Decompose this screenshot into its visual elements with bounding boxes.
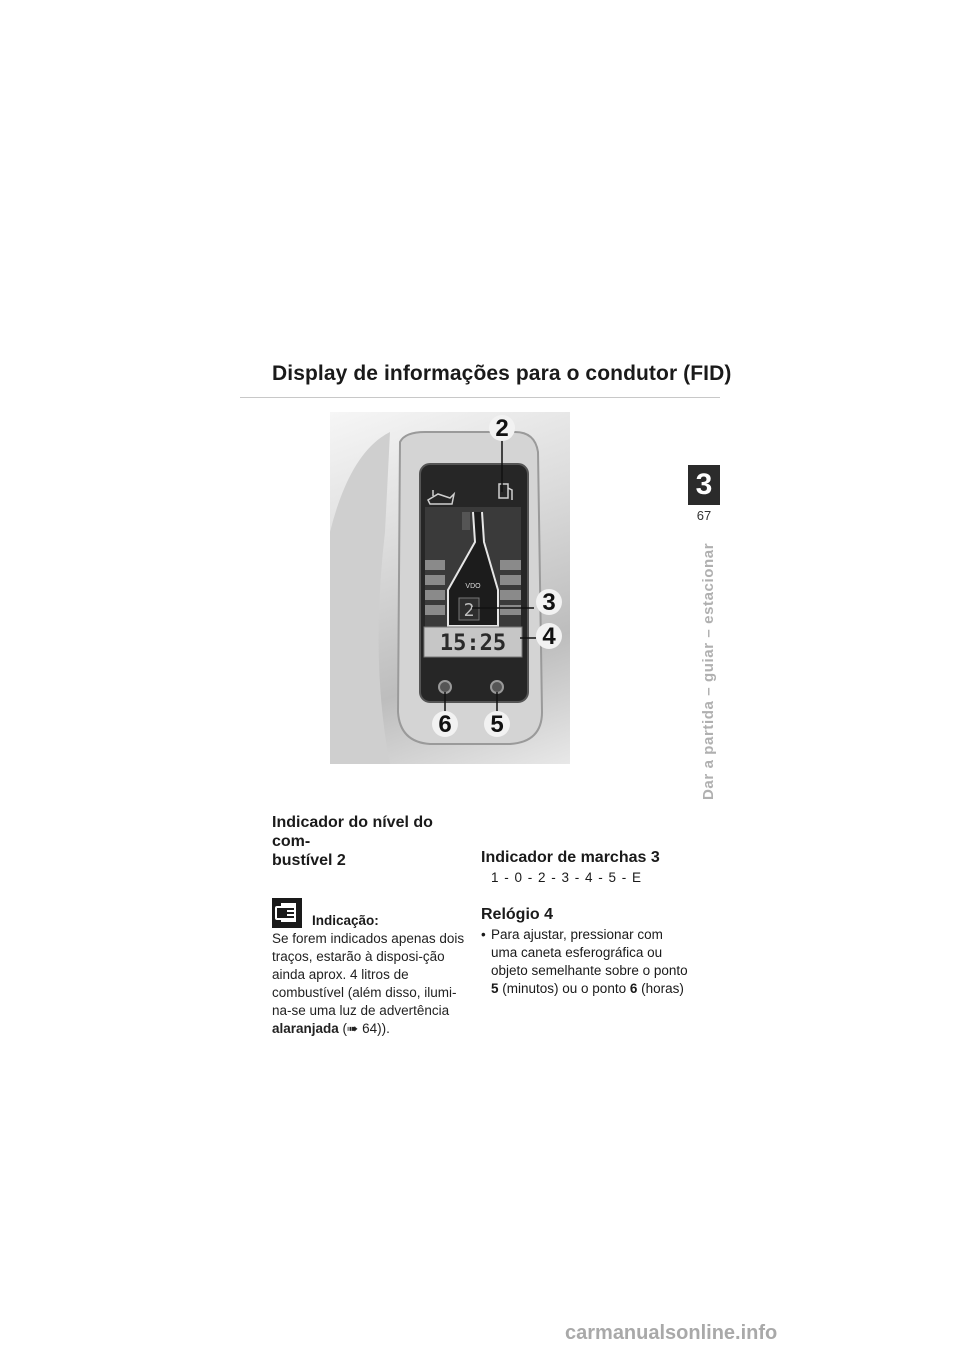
- fuel-section: [272, 813, 472, 1038]
- chapter-side-label: Dar a partida – guiar – estacionar: [700, 542, 717, 800]
- note-icon: [272, 898, 302, 928]
- hours-button[interactable]: [439, 681, 451, 693]
- fid-display-illustration: [330, 412, 570, 764]
- gear-clock-section: [481, 848, 691, 998]
- watermark: carmanualsonline.info: [565, 1322, 778, 1344]
- title-divider: [240, 397, 720, 398]
- fid-display-photo: [330, 412, 570, 764]
- fuel-note-text: Se forem indicados apenas dois traços, estarão à disposi-ção ainda aprox. 4 litros de combustível (além disso, ilumi-na-se uma luz de advertência alaranjada (➠ 64)).: [272, 931, 465, 1036]
- gear-heading: Indicador de marchas 3: [481, 849, 660, 866]
- svg-text:4: 4: [542, 623, 556, 650]
- display-brand: VDO: [465, 583, 481, 590]
- note-label: Indicação:: [312, 913, 379, 928]
- svg-text:6: 6: [438, 711, 452, 738]
- svg-text:5: 5: [490, 711, 504, 738]
- clock-heading: Relógio 4: [481, 906, 554, 923]
- svg-text:3: 3: [542, 589, 556, 616]
- minutes-button[interactable]: [491, 681, 503, 693]
- page-title: Display de informações para o condutor (FID): [272, 362, 732, 385]
- clock-instruction: • Para ajustar, pressionar com uma caneta esferográfica ou objeto semelhante sobre o ponto 5 (minutos) ou o ponto 6 (horas): [481, 927, 688, 996]
- chapter-number: 3: [688, 465, 720, 505]
- gear-sequence: 1 - 0 - 2 - 3 - 4 - 5 - E: [491, 870, 643, 885]
- gear-digit: 2: [463, 600, 475, 621]
- clock-time: 15:25: [439, 631, 507, 656]
- note-row: [272, 898, 472, 928]
- fuel-heading: Indicador do nível do com- bustível 2: [272, 814, 433, 869]
- page-number: 67: [696, 508, 712, 523]
- svg-text:2: 2: [495, 415, 509, 442]
